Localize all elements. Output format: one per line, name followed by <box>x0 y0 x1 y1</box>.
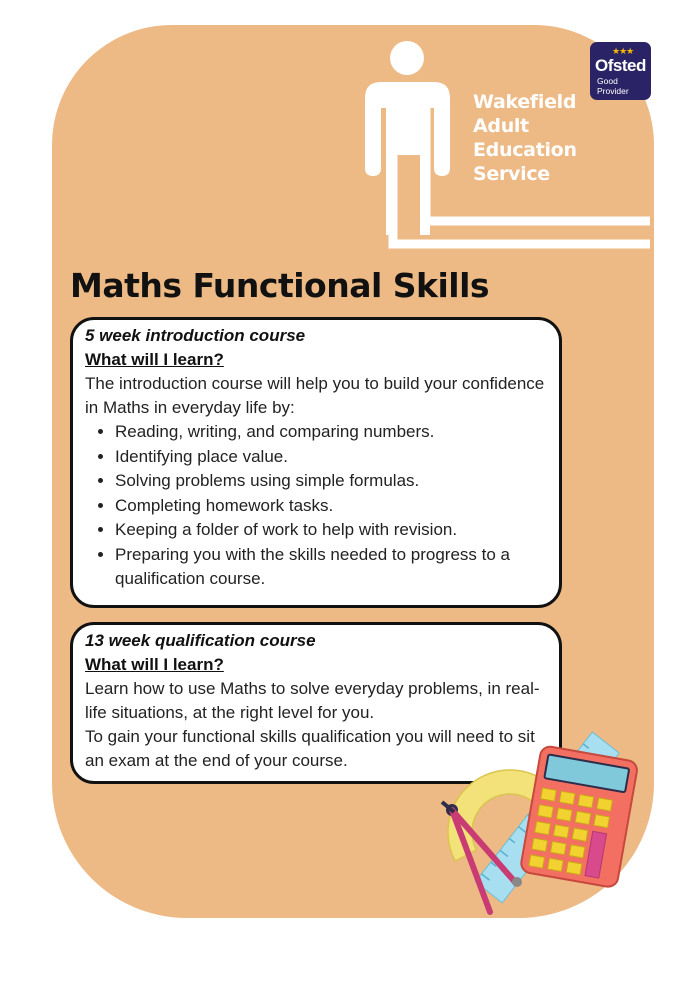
brand-line: Wakefield <box>473 91 577 113</box>
list-item: • Keeping a folder of work to help with revision. <box>115 518 545 543</box>
calculator-icon <box>520 745 639 888</box>
ofsted-rating-line: Provider <box>597 86 629 96</box>
brand-line: Adult <box>473 115 529 137</box>
ofsted-badge <box>590 42 651 100</box>
ofsted-rating <box>597 76 629 96</box>
maths-tools-illustration <box>430 712 640 922</box>
intro-course-card <box>70 317 562 608</box>
rating-stars-icon: ★★★ <box>612 46 634 56</box>
intro-course-heading: 5 week introduction course <box>85 326 306 345</box>
qualification-course-paragraph: To gain your functional skills qualification you will need to sit an exam at the end of your course. <box>85 727 535 770</box>
brand-line: Service <box>473 163 550 185</box>
intro-course-list <box>85 420 545 592</box>
brand-line: Education <box>473 139 577 161</box>
page-title: Maths Functional Skills <box>70 266 490 305</box>
list-item: • Reading, writing, and comparing numbers. <box>115 420 545 445</box>
brand-name <box>473 90 577 186</box>
intro-course-question: What will I learn? <box>85 350 224 369</box>
qualification-course-heading: 13 week qualification course <box>85 631 316 650</box>
list-item: • Identifying place value. <box>115 445 545 470</box>
list-item: • Completing homework tasks. <box>115 494 545 519</box>
qualification-course-paragraph: Learn how to use Maths to solve everyday problems, in real-life situations, at the right level for you. <box>85 679 540 722</box>
ofsted-name: Ofsted <box>595 56 646 75</box>
intro-course-description: The introduction course will help you to build your confidence in Maths in everyday life by: <box>85 374 545 417</box>
qualification-course-question: What will I learn? <box>85 655 224 674</box>
ofsted-rating-line: Good <box>597 76 618 86</box>
list-item: • Solving problems using simple formulas. <box>115 469 545 494</box>
list-item: • Preparing you with the skills needed to progress to a qualification course. <box>115 543 545 592</box>
